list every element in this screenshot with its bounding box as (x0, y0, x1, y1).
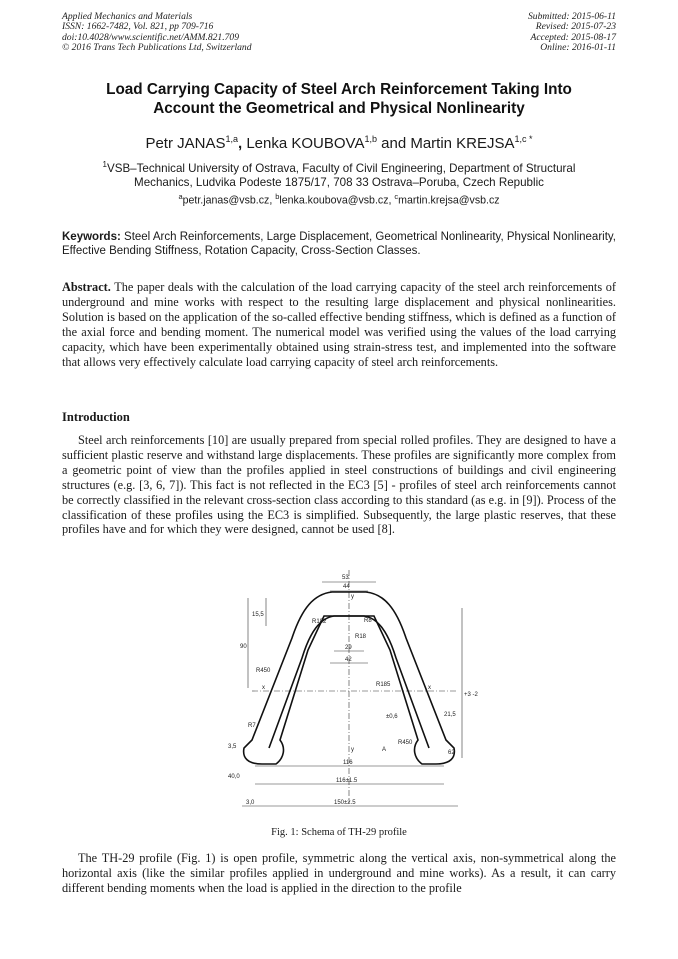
section-heading-introduction: Introduction (62, 410, 130, 424)
keywords-text: Steel Arch Reinforcements, Large Displacement, Geometrical Nonlinearity, Physical Nonlinearity, Effective Bending Stiffness, Rotation Capacity, Cross-Section Classes. (62, 231, 616, 258)
author-2: Lenka KOUBOVA (242, 135, 365, 152)
dim-label-29: 29 (345, 645, 352, 651)
dim-label-21: 21,5 (444, 712, 456, 718)
introduction-paragraph-2: The TH-29 profile (Fig. 1) is open profile, symmetric along the vertical axis, non-symmetrical along the horizontal axis (like the similar profiles applied in underground and mine works). As a result, it can carry different bending moments when the load is applied in the direction to the profile (62, 851, 616, 895)
journal-header-left (62, 12, 252, 54)
dim-label-r182: R182 (312, 619, 327, 625)
copyright: © 2016 Trans Tech Publications Ltd, Switzerland (62, 42, 252, 54)
dim-label-r7: R7 (248, 723, 256, 729)
accepted-date: Accepted: 2015-08-17 (530, 31, 616, 43)
doi: doi:10.4028/www.scientific.net/AMM.821.709 (62, 31, 240, 43)
dim-label-116tol: 116±1.5 (336, 778, 358, 784)
journal-header-right (528, 12, 616, 54)
email-a-sup: a (178, 192, 183, 201)
dim-label-40: 40,0 (228, 774, 240, 780)
affiliation-sup: 1 (102, 160, 107, 169)
keywords (62, 230, 616, 259)
dim-label-42: 42 (345, 657, 352, 663)
dim-label-r18: R18 (355, 634, 367, 640)
dim-label-150tol: 150±2.5 (334, 800, 356, 806)
dim-label-r450a: R450 (256, 668, 271, 674)
tolerance-label: ±0,6 (386, 714, 398, 720)
dim-label-15: 15,5 (252, 612, 264, 618)
author-3: and Martin KREJSA (376, 135, 515, 152)
abstract-text: The paper deals with the calculation of the load carrying capacity of the steel arch reinforcements of underground and mine works with respect to the resulting large displacement and physical nonlinearities. Solution is based on the application of the so-called effective bending stiffness, which is defined as a function of the axial force and bending moment. The numerical model was verified using the values of the load carrying capacity, which have been experimentally obtained using strain-stress test, and implemented into the software that allows very effectively calculate load carrying capacity of steel arch reinforcements. (62, 280, 616, 369)
detail-label-a: A (382, 747, 387, 753)
author-emails (62, 192, 616, 207)
dim-label-r185: R185 (376, 682, 391, 688)
abstract (62, 280, 616, 369)
dim-label-3c: 3,5 (228, 744, 237, 750)
axis-label-y-bottom: y (351, 747, 354, 753)
axis-label-x-left: x (262, 685, 265, 691)
figure-caption: Fig. 1: Schema of TH-29 profile (271, 827, 407, 838)
author-1-sup: 1,a (225, 134, 238, 144)
author-separator: , (238, 135, 243, 152)
dim-label-3: 3,0 (246, 800, 255, 806)
dim-label-r450b: R450 (398, 740, 413, 746)
affiliation-line-2: Mechanics, Ludvika Podeste 1875/17, 708 33 Ostrava–Poruba, Czech Republic (134, 176, 544, 190)
axis-label-y-top: y (351, 594, 354, 600)
tolerance-right-label: +3 -2 (464, 692, 478, 698)
dim-label-r8: R8 (364, 618, 372, 624)
dim-label-44: 44 (343, 584, 350, 590)
introduction-paragraph-1: Steel arch reinforcements [10] are usually prepared from special rolled profiles. They are designed to have a sufficient plastic reserve and withstand large displacements. These profiles are significantly more complex from a geometric point of view than the profiles applied in steel constructions of buildings and civil engineering structures (e.g. [3, 6, 7]). This fact is not reflected in the EC3 [5] - profiles of steel arch reinforcements cannot be correctly classified in the relevant cross-section class according to this standard (as e.g. in [9]). Process of the classification of these profiles using the EC3 is simplified. Subsequently, the large plastic reserves, that these profiles have and for which they were designed, cannot be used [8]. (62, 433, 616, 537)
dim-label-62: 62 (448, 750, 455, 756)
dim-label-90: 90 (240, 644, 247, 650)
author-3-sup: 1,c * (514, 134, 533, 144)
journal-name: Applied Mechanics and Materials (62, 11, 193, 22)
dim-label-116: 116 (343, 760, 353, 766)
author-2-sup: 1,b (364, 134, 377, 144)
author-list (62, 130, 616, 153)
axis-label-x-right: x (428, 685, 431, 691)
dim-label-53: 53 (342, 575, 349, 581)
issn: ISSN: 1662-7482, Vol. 821, pp 709-716 (62, 21, 214, 33)
title-line-1: Load Carrying Capacity of Steel Arch Reinforcement Taking Into (106, 81, 572, 98)
title-line-2: Account the Geometrical and Physical Nonlinearity (153, 99, 525, 117)
affiliation-line-1: VSB–Technical University of Ostrava, Faculty of Civil Engineering, Department of Structural (106, 161, 576, 175)
paper-title (62, 81, 616, 118)
th29-profile-figure (222, 568, 478, 820)
revised-date: Revised: 2015-07-23 (535, 21, 616, 33)
email-c-sup: c (394, 192, 399, 201)
submitted-date: Submitted: 2015-06-11 (527, 11, 616, 22)
email-b-sup: b (275, 192, 280, 201)
author-1: Petr JANAS (145, 135, 226, 152)
online-date: Online: 2016-01-11 (540, 42, 616, 54)
email-b[interactable]: lenka.koubova@vsb.cz, (279, 194, 395, 207)
keywords-label: Keywords: (62, 231, 121, 243)
email-c[interactable]: martin.krejsa@vsb.cz (398, 194, 500, 207)
affiliation (62, 158, 616, 191)
email-a[interactable]: petr.janas@vsb.cz, (182, 194, 276, 207)
abstract-label: Abstract. (62, 280, 111, 294)
